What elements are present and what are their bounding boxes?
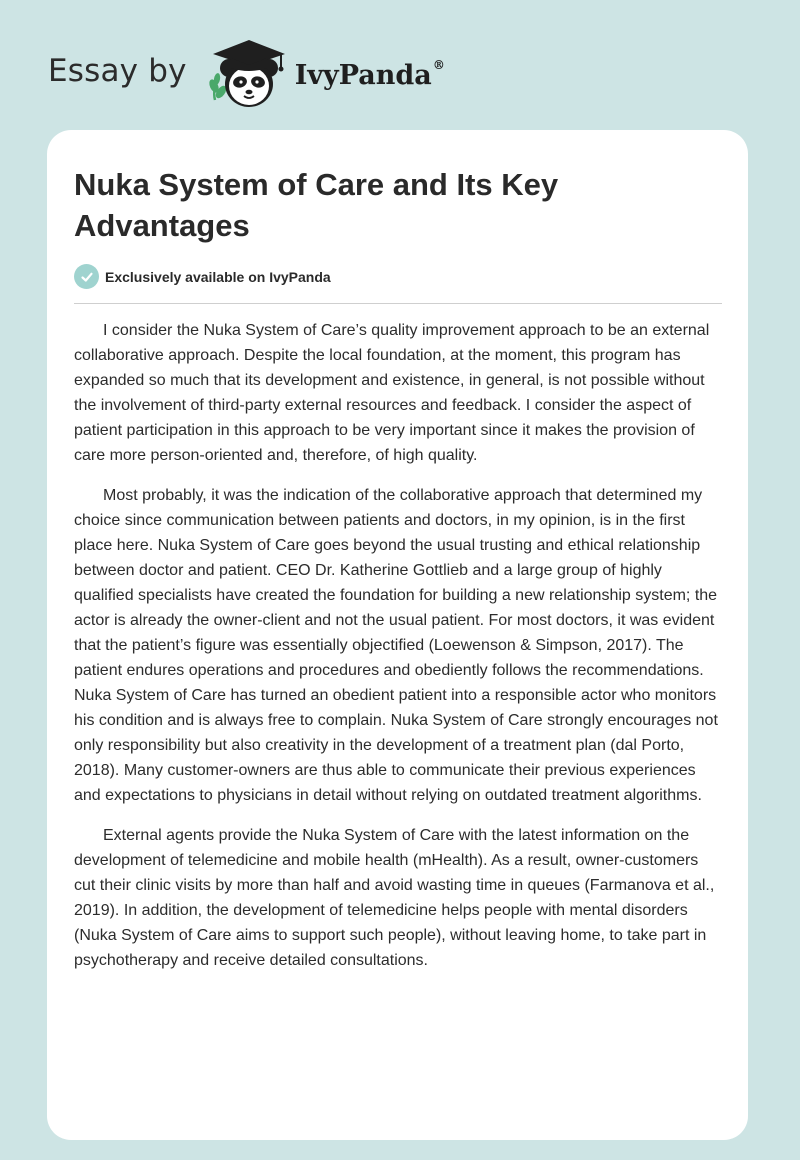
essay-paragraph: Most probably, it was the indication of the collaborative approach that determined my choice since communication between patients and doctors, in my opinion, is in the first place here. Nuka System of Care goes beyond the usual trusting and ethical relationship between doctor and patient. CEO Dr. Katherine Gottlieb and a large group of highly qualified specialists have created the foundation for building a new relationship system; the actor is already the owner-client and not the usual patient. For most doctors, it was evident that the patient’s figure was essentially objectified (Loewenson & Simpson, 2017). The patient endures operations and procedures and obediently follows the recommendations. Nuka System of Care has turned an obedient patient into a responsible actor who monitors his condition and is always free to complain. Nuka System of Care strongly encourages not only responsibility but also creativity in the development of a treatment plan (dal Porto, 2018). Many customer-owners are thus able to communicate their previous experiences and expectations to physicians in detail without relying on outdated treatment algorithms. — [74, 487, 718, 804]
exclusive-badge — [74, 264, 331, 289]
title-divider — [74, 303, 722, 304]
site-header — [48, 34, 445, 114]
brand-name[interactable] — [294, 57, 445, 91]
exclusive-badge-label: Exclusively available on IvyPanda — [105, 268, 331, 285]
essay-body — [74, 318, 724, 988]
essay-title: Nuka System of Care and Its Key Advantages — [74, 167, 559, 243]
essay-card — [47, 130, 748, 1140]
essay-by-label: Essay by — [48, 53, 187, 89]
panda-graduate-icon[interactable] — [203, 34, 293, 114]
brand-name-text: IvyPanda — [294, 59, 432, 91]
essay-paragraph: External agents provide the Nuka System of Care with the latest information on the development of telemedicine and mobile health (mHealth). As a result, owner-customers cut their clinic visits by more than half and avoid wasting time in queues (Farmanova et al., 2019). In addition, the development of telemedicine helps people with mental disorders (Nuka System of Care aims to support such people), without leaving home, to take part in psychotherapy and receive detailed consultations. — [74, 827, 715, 969]
essay-paragraph: I consider the Nuka System of Care’s quality improvement approach to be an external collaborative approach. Despite the local foundation, at the moment, this program has expanded so much that its development and existence, in general, is not possible without the involvement of third-party external resources and feedback. I consider the aspect of patient participation in this approach to be very important since it makes the provision of care more person-oriented and, therefore, of high quality. — [74, 322, 710, 464]
check-circle-icon — [74, 264, 99, 289]
registered-mark: ® — [432, 57, 445, 72]
